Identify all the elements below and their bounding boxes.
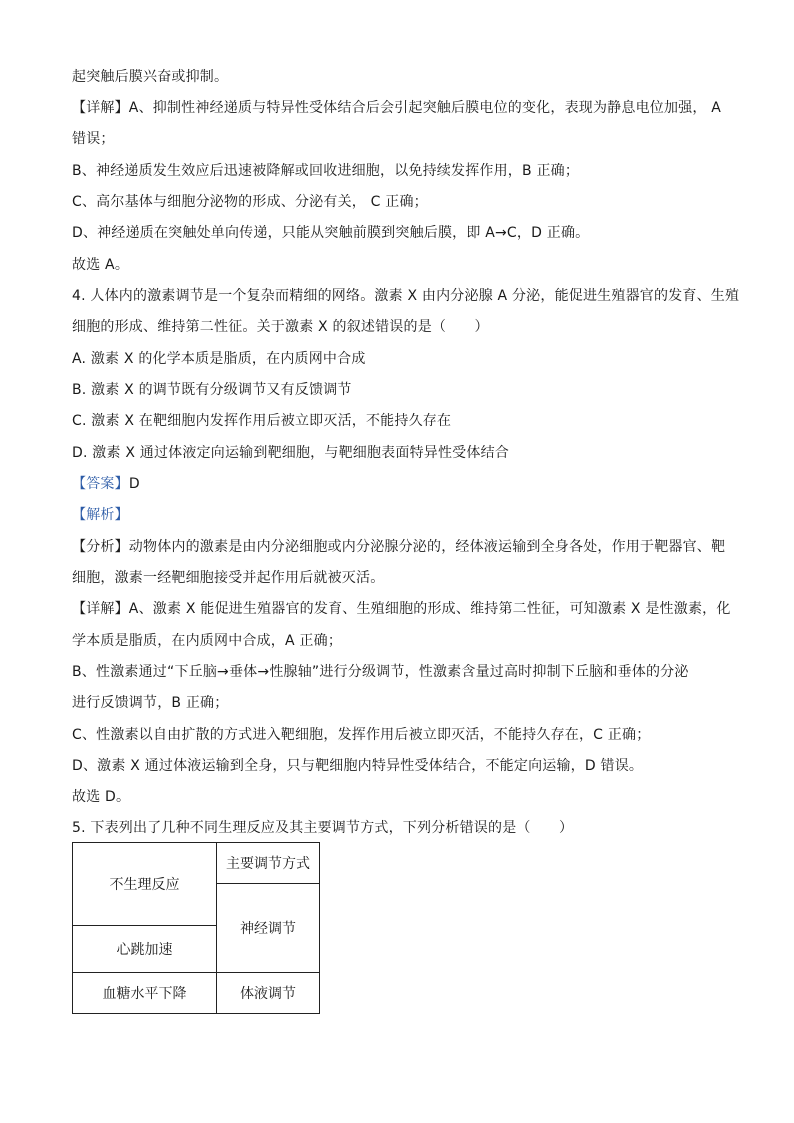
analysis-line — [72, 506, 732, 524]
text-line: B、性激素通过“下丘脑→垂体→性腺轴”进行分级调节，性激素含量过高时抑制下丘脑和垂体的分泌 — [72, 664, 689, 680]
table-cell-bloodsugar: 血糖水平下降 — [73, 973, 217, 1014]
regulation-table — [72, 842, 320, 1014]
text-line: 细胞，激素一经靶细胞接受并起作用后就被灭活。 — [72, 570, 385, 586]
table-cell-humoral: 体液调节 — [217, 973, 320, 1014]
option-d: D. 激素 X 通过体液定向运输到靶细胞，与靶细胞表面特异性受体结合 — [72, 445, 509, 461]
table-cell-neural: 神经调节 — [217, 884, 320, 973]
text-line: 起突触后膜兴奋或抑制。 — [72, 69, 229, 85]
text-line: 故选 A。 — [72, 257, 130, 273]
text-line: B、神经递质发生效应后迅速被降解或回收进细胞，以免持续发挥作用，B 正确； — [72, 163, 580, 179]
question-4-stem-cont: 细胞的形成、维持第二性征。关于激素 X 的叙述错误的是（ ） — [72, 319, 489, 335]
text-line: D、神经递质在突触处单向传递，只能从突触前膜到突触后膜，即 A→C，D 正确。 — [72, 225, 590, 241]
answer-tag: 【答案】 — [72, 476, 129, 492]
table-cell-heartbeat: 心跳加速 — [73, 926, 217, 973]
text-line: 【详解】A、抑制性神经递质与特异性受体结合后会引起突触后膜电位的变化，表现为静息电位加强， A — [72, 100, 722, 116]
text-line: 【详解】A、激素 X 能促进生殖器官的发育、生殖细胞的形成、维持第二性征，可知激素 X 是性激素，化 — [72, 601, 731, 617]
answer-value: D — [128, 476, 140, 492]
option-a: A. 激素 X 的化学本质是脂质，在内质网中合成 — [72, 351, 366, 367]
text-line: 【分析】动物体内的激素是由内分泌细胞或内分泌腺分泌的，经体液运输到全身各处，作用于靶器官、靶 — [72, 539, 726, 555]
text-line: 学本质是脂质，在内质网中合成，A 正确； — [72, 633, 343, 649]
text-line: 进行反馈调节，B 正确； — [72, 695, 229, 711]
option-c: C. 激素 X 在靶细胞内发挥作用后被立即灭活，不能持久存在 — [72, 413, 452, 429]
text-line: 错误； — [72, 131, 115, 147]
answer-line — [72, 475, 732, 493]
text-line: D、激素 X 通过体液运输到全身，只与靶细胞内特异性受体结合，不能定向运输，D 错误。 — [72, 758, 644, 774]
analysis-tag: 【解析】 — [72, 507, 129, 523]
text-line: C、高尔基体与细胞分泌物的形成、分泌有关， C 正确； — [72, 194, 428, 210]
table-header-left: 不生理反应 — [73, 843, 217, 926]
question-5-stem: 5. 下表列出了几种不同生理反应及其主要调节方式，下列分析错误的是（ ） — [72, 820, 574, 836]
option-b: B. 激素 X 的调节既有分级调节又有反馈调节 — [72, 382, 352, 398]
text-line: 故选 D。 — [72, 789, 131, 805]
question-4-stem: 4. 人体内的激素调节是一个复杂而精细的网络。激素 X 由内分泌腺 A 分泌，能促进生殖器官的发育、生殖 — [72, 288, 740, 304]
text-line: C、性激素以自由扩散的方式进入靶细胞，发挥作用后被立即灭活，不能持久存在，C 正确； — [72, 727, 651, 743]
table-header-right: 主要调节方式 — [217, 843, 320, 884]
